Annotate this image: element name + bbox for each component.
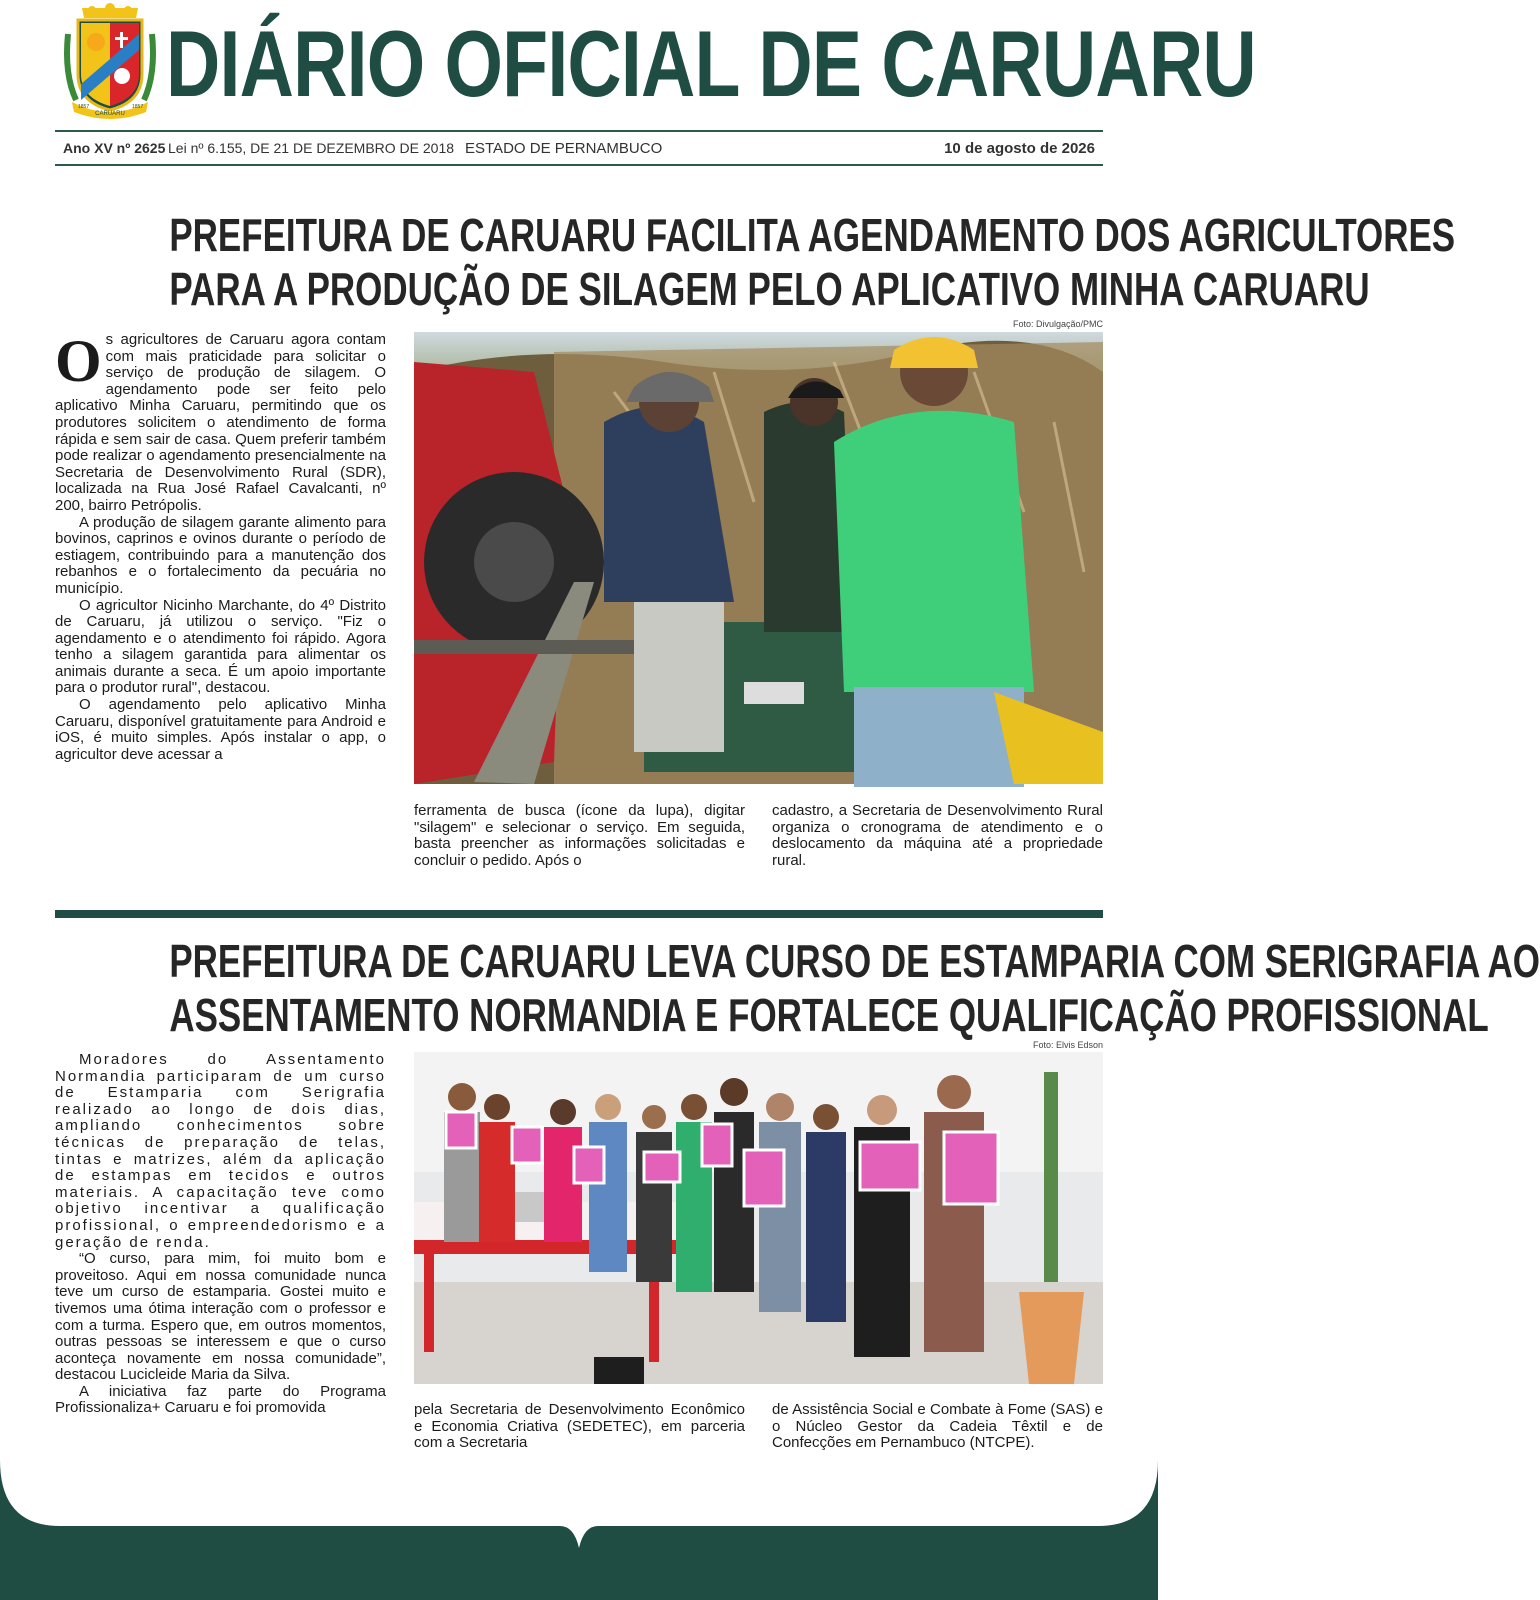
newspaper-title: DIÁRIO OFICIAL DE CARUARU <box>166 11 1256 116</box>
masthead-rule-top <box>55 130 1103 132</box>
edition-number: Ano XV nº 2625 <box>63 140 166 156</box>
article2-column-3: de Assistência Social e Combate à Fome (SAS) e o Núcleo Gestor da Cadeia Têxtil e de Confecções em Pernambuco (NTCPE). <box>772 1401 1103 1452</box>
article1-photo-credit: Foto: Divulgação/PMC <box>1012 319 1103 329</box>
article2-column-2: pela Secretaria de Desenvolvimento Econômico e Economia Criativa (SEDETEC), em parceria com a Secretaria <box>414 1401 745 1452</box>
edition-info-bar <box>55 136 1103 162</box>
svg-text:CARUARU: CARUARU <box>95 111 125 117</box>
page-footer-band <box>0 1460 1158 1600</box>
article1-photo <box>414 332 1103 784</box>
article2-photo <box>414 1052 1103 1384</box>
article1-column-2: ferramenta de busca (ícone da lupa), digitar "silagem" e selecionar o serviço. Em seguida, basta preencher as informações solicitadas e concluir o pedido. Após o <box>414 802 745 869</box>
law-reference: Lei nº 6.155, DE 21 DE DEZEMBRO DE 2018 <box>168 140 455 156</box>
article1-column-1: Os agricultores de Caruaru agora contam com mais praticidade para solicitar o serviço de produção de silagem. O agendamento pode ser feito pelo aplicativo Minha Caruaru, permitindo que os produtores solicitem o atendimento de forma rápida e sem sair de casa. Quem preferir também pode realizar o agendamento presencialmente na Secretaria de Desenvolvimento Rural (SDR), localizada na Rua José Rafael Cavalcanti, nº 200, bairro Petrópolis. A produção de silagem garante alimento para bovinos, caprinos e ovinos durante o período de estiagem, contribuindo para a manutenção dos rebanhos e o fortalecimento da pecuária no município. O agricultor Nicinho Marchante, do 4º Distrito de Caruaru, já utilizou o serviço. "Fiz o agendamento e o atendimento foi rápido. Agora tenho a silagem garantida para alimentar os animais durante a seca. É um apoio importante para o produtor rural", destacou. O agendamento pelo aplicativo Minha Caruaru, disponível gratuitamente para Android e iOS, é muito simples. Após instalar o app, o agricultor deve acessar a <box>55 328 386 763</box>
article2-column-1: Moradores do Assentamento Normandia participaram de um curso de Estamparia com Serigrafia realizado ao longo de dois dias, ampliando conhecimentos sobre técnicas de preparação de telas, tintas e matrizes, além da aplicação de estampas em tecidos e outros materiais. A capacitação teve como objetivo incentivar a qualificação profissional, o empreendedorismo e a geração de renda. “O curso, para mim, foi muito bom e proveitoso. Aqui em nossa comunidade nunca teve um curso de estamparia. Gostei muito e tivemos uma ótima interação com o professor e com a turma. Espero que, em outros momentos, outras pessoas se interessem e que o curso aconteça novamente em nossa comunidade”, destacou Lucicleide Maria da Silva. A iniciativa faz parte do Programa Profissionaliza+ Caruaru e foi promovida <box>55 1051 386 1417</box>
article1-headline: PREFEITURA DE CARUARU FACILITA AGENDAMENTO DOS AGRICULTORES PARA A PRODUÇÃO DE SILAGEM PELO APLICATIVO MINHA CARUARU <box>169 209 1456 315</box>
state-name: ESTADO DE PERNAMBUCO <box>465 140 663 157</box>
city-crest-icon <box>62 4 158 120</box>
article1-column-3: cadastro, a Secretaria de Desenvolvimento Rural organiza o cronograma de atendimento e o deslocamento da máquina até a propriedade rural. <box>772 802 1103 869</box>
masthead-rule-bottom <box>55 164 1103 166</box>
section-divider <box>55 910 1103 918</box>
svg-text:1857: 1857 <box>132 104 144 110</box>
article1-dropcap: O <box>55 328 102 394</box>
masthead <box>0 0 1256 130</box>
svg-text:1857: 1857 <box>78 104 90 110</box>
article2-headline: PREFEITURA DE CARUARU LEVA CURSO DE ESTAMPARIA COM SERIGRAFIA AO ASSENTAMENTO NORMANDIA E FORTALECE QUALIFICAÇÃO PROFISSIONAL <box>169 935 1540 1041</box>
article2-photo-credit: Foto: Elvis Edson <box>1032 1040 1103 1050</box>
issue-date: 10 de agosto de 2026 <box>944 140 1095 157</box>
